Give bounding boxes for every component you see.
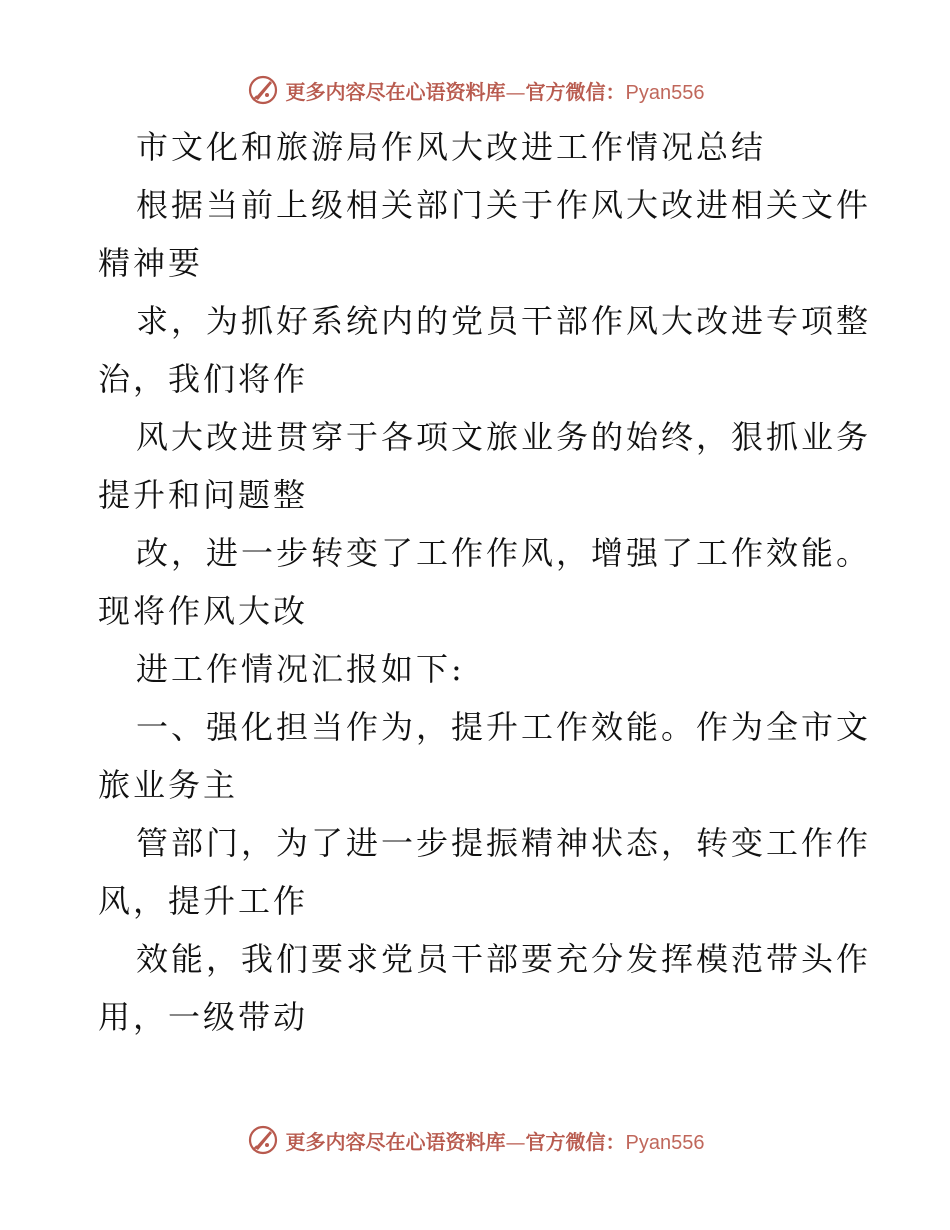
paragraph-line: 效能，我们要求党员干部要充分发挥模范带头作: [136, 940, 872, 978]
footer-banner: [0, 1120, 950, 1160]
banner-separator: —: [505, 1129, 526, 1154]
header-banner: [0, 70, 950, 110]
document-body: [98, 118, 872, 1046]
banner-wechat-id: Pyan556: [625, 1131, 705, 1154]
paragraph-line: 用，一级带动: [98, 998, 309, 1036]
paragraph-line: 进工作情况汇报如下:: [136, 650, 465, 688]
banner-wechat-label: 官方微信：: [525, 79, 626, 104]
paragraph-line: 提升和问题整: [98, 476, 309, 514]
feather-pen-seal-icon: [246, 1123, 280, 1157]
banner-text: [286, 1126, 705, 1155]
paragraph-line: 风大改进贯穿于各项文旅业务的始终，狠抓业务: [136, 418, 872, 456]
feather-pen-seal-icon: [246, 73, 280, 107]
document-title: 市文化和旅游局作风大改进工作情况总结: [136, 128, 767, 166]
paragraph-line: 根据当前上级相关部门关于作风大改进相关文件: [136, 186, 872, 224]
paragraph-line: 精神要: [98, 244, 204, 282]
paragraph-line: 治，我们将作: [98, 360, 309, 398]
banner-brand: 更多内容尽在心语资料库: [285, 1129, 506, 1154]
paragraph-line: 管部门，为了进一步提振精神状态，转变工作作: [136, 824, 872, 862]
banner-wechat-id: Pyan556: [625, 81, 705, 104]
paragraph-line: 现将作风大改: [98, 592, 309, 630]
banner-text: [286, 76, 705, 105]
paragraph-line: 求，为抓好系统内的党员干部作风大改进专项整: [136, 302, 872, 340]
paragraph-line: 风，提升工作: [98, 882, 309, 920]
paragraph-line: 旅业务主: [98, 766, 239, 804]
section-heading-line: 一、强化担当作为，提升工作效能。作为全市文: [136, 708, 872, 746]
banner-separator: —: [505, 79, 526, 104]
paragraph-line: 改，进一步转变了工作作风，增强了工作效能。: [136, 534, 872, 572]
banner-wechat-label: 官方微信：: [525, 1129, 626, 1154]
banner-brand: 更多内容尽在心语资料库: [285, 79, 506, 104]
